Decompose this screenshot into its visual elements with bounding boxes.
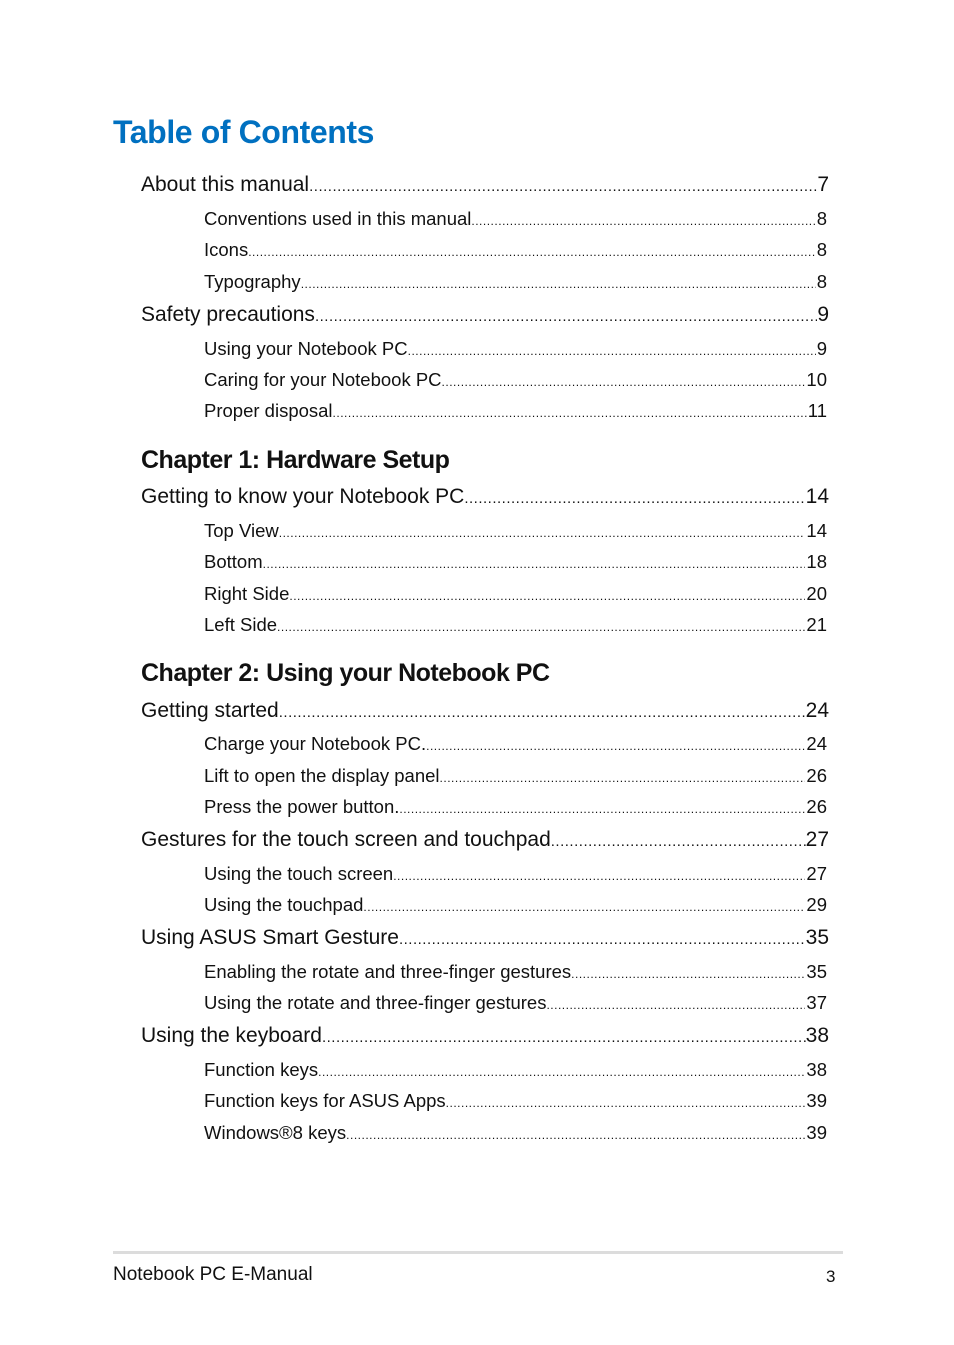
toc-entry-about-this-manual[interactable]: [141, 170, 829, 200]
dot-leader: [289, 581, 805, 607]
dot-leader: [399, 923, 806, 953]
dot-leader: [322, 1021, 806, 1051]
dot-leader: [248, 237, 815, 263]
toc-entry-caring[interactable]: [204, 367, 827, 393]
toc-entry-label: About this manual: [141, 173, 310, 196]
toc-entry-page: 8: [816, 271, 827, 292]
toc-entry-function-keys[interactable]: [204, 1057, 827, 1083]
toc-entry-label: Enabling the rotate and three-finger gestures: [204, 961, 572, 982]
toc-entry-page: 24: [805, 699, 829, 722]
toc-entry-page: 39: [806, 1122, 827, 1143]
toc-entry-page: 21: [806, 614, 827, 635]
dot-leader: [446, 1088, 806, 1114]
toc-entry-function-keys-asus[interactable]: [204, 1088, 827, 1114]
toc-entry-safety-precautions[interactable]: [141, 300, 829, 330]
toc-entry-page: 11: [807, 400, 827, 421]
toc-entry-label: Charge your Notebook PC.: [204, 733, 427, 754]
dot-leader: [471, 206, 815, 232]
page-number: 3: [826, 1267, 836, 1286]
dot-leader: [408, 336, 816, 362]
dot-leader: [279, 696, 806, 726]
dot-leader: [301, 269, 816, 295]
toc-entry-page: 18: [806, 551, 827, 572]
toc-entry-using-notebook[interactable]: [204, 336, 827, 362]
toc-entry-page: 39: [806, 1090, 827, 1111]
chapter-1-heading: Chapter 1: Hardware Setup: [141, 446, 450, 474]
toc-entry-label: Proper disposal: [204, 400, 333, 421]
toc-entry-label: Getting started: [141, 699, 279, 722]
toc-entry-page: 9: [817, 303, 829, 326]
toc-entry-proper-disposal[interactable]: [204, 398, 827, 424]
toc-entry-page: 26: [806, 796, 827, 817]
toc-entry-page: 38: [805, 1024, 829, 1047]
toc-entry-icons[interactable]: [204, 237, 827, 263]
toc-entry-label: Gestures for the touch screen and touchpad: [141, 828, 551, 851]
dot-leader: [309, 170, 817, 200]
toc-entry-top-view[interactable]: [204, 518, 827, 544]
toc-entry-label: Getting to know your Notebook PC: [141, 485, 465, 508]
dot-leader: [546, 990, 805, 1016]
toc-entry-label: Using the touch screen: [204, 863, 394, 884]
toc-entry-keyboard[interactable]: [141, 1021, 829, 1051]
dot-leader: [551, 825, 806, 855]
toc-entry-page: 14: [806, 520, 827, 541]
toc-entry-page: 26: [806, 765, 827, 786]
toc-entry-label: Icons: [204, 239, 249, 260]
toc-entry-label: Top View: [204, 520, 279, 541]
toc-entry-page: 7: [817, 173, 829, 196]
toc-entry-using-rotate[interactable]: [204, 990, 827, 1016]
toc-entry-label: Bottom: [204, 551, 263, 572]
toc-entry-page: 10: [806, 369, 827, 390]
toc-entry-label: Using the keyboard: [141, 1024, 322, 1047]
toc-entry-page: 27: [805, 828, 829, 851]
toc-entry-page: 9: [816, 338, 827, 359]
dot-leader: [277, 612, 805, 638]
toc-entry-page: 35: [805, 926, 829, 949]
page-title: Table of Contents: [113, 114, 375, 150]
toc-entry-label: Using the touchpad: [204, 894, 364, 915]
toc-entry-page: 37: [806, 992, 827, 1013]
dot-leader: [279, 518, 806, 544]
toc-entry-page: 27: [806, 863, 827, 884]
toc-entry-label: Lift to open the display panel: [204, 765, 440, 786]
toc-entry-label: Using the rotate and three-finger gestures: [204, 992, 547, 1013]
toc-entry-label: Press the power button.: [204, 796, 400, 817]
dot-leader: [426, 731, 805, 757]
toc-entry-page: 14: [805, 485, 829, 508]
toc-entry-label: Left Side: [204, 614, 278, 635]
dot-leader: [440, 763, 806, 789]
toc-entry-left-side[interactable]: [204, 612, 827, 638]
toc-entry-conventions[interactable]: [204, 206, 827, 232]
toc-entry-typography[interactable]: [204, 269, 827, 295]
toc-entry-label: Using ASUS Smart Gesture: [141, 926, 399, 949]
toc-entry-label: Conventions used in this manual: [204, 208, 472, 229]
toc-entry-label: Using your Notebook PC: [204, 338, 408, 359]
toc-entry-page: 35: [806, 961, 827, 982]
chapter-2-heading: Chapter 2: Using your Notebook PC: [141, 659, 550, 687]
dot-leader: [263, 549, 806, 575]
toc-entry-smart-gesture[interactable]: [141, 923, 829, 953]
toc-entry-page: 8: [816, 208, 827, 229]
toc-entry-page: 29: [806, 894, 827, 915]
dot-leader: [393, 861, 805, 887]
dot-leader: [571, 959, 805, 985]
dot-leader: [318, 1057, 805, 1083]
toc-entry-press-power[interactable]: [204, 794, 827, 820]
toc-entry-label: Function keys: [204, 1059, 319, 1080]
toc-entry-page: 20: [806, 583, 827, 604]
dot-leader: [315, 300, 817, 330]
toc-entry-touch-screen[interactable]: [204, 861, 827, 887]
toc-entry-page: 8: [816, 239, 827, 260]
toc-entry-charge[interactable]: [204, 731, 827, 757]
toc-entry-getting-to-know[interactable]: [141, 482, 829, 512]
toc-entry-touchpad[interactable]: [204, 892, 827, 918]
toc-entry-gestures[interactable]: [141, 825, 829, 855]
toc-entry-windows-keys[interactable]: [204, 1120, 827, 1146]
toc-entry-bottom[interactable]: [204, 549, 827, 575]
toc-entry-label: Caring for your Notebook PC: [204, 369, 442, 390]
dot-leader: [346, 1120, 805, 1146]
dot-leader: [464, 482, 805, 512]
toc-entry-label: Windows®8 keys: [204, 1122, 347, 1143]
toc-entry-lift-to-open[interactable]: [204, 763, 827, 789]
toc-entry-label: Right Side: [204, 583, 290, 604]
toc-entry-label: Function keys for ASUS Apps: [204, 1090, 446, 1111]
dot-leader: [363, 892, 805, 918]
footer-divider: [113, 1251, 843, 1254]
toc-entry-label: Typography: [204, 271, 301, 292]
dot-leader: [333, 398, 807, 424]
toc-entry-getting-started[interactable]: [141, 696, 829, 726]
toc-entry-page: 38: [806, 1059, 827, 1080]
toc-entry-label: Safety precautions: [141, 303, 315, 326]
dot-leader: [399, 794, 805, 820]
toc-entry-right-side[interactable]: [204, 581, 827, 607]
toc-entry-page: 24: [806, 733, 827, 754]
toc-entry-enabling-rotate[interactable]: [204, 959, 827, 985]
dot-leader: [442, 367, 806, 393]
footer-title: Notebook PC E-Manual: [113, 1264, 313, 1285]
